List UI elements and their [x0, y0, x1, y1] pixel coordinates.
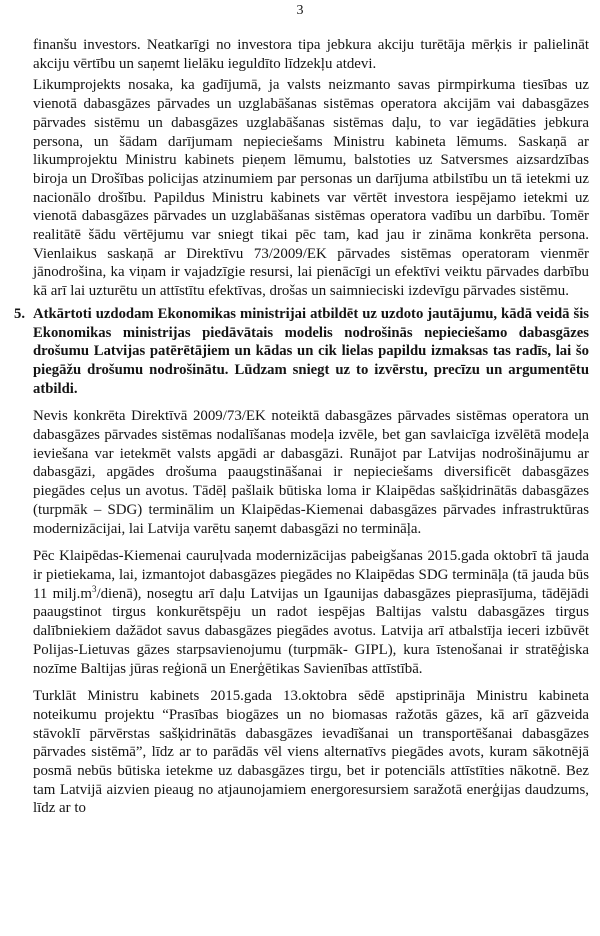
page-body — [14, 36, 590, 818]
item-number: 5. — [14, 305, 26, 322]
paragraph-continuation: finanšu investors. Neatkarīgi no investora tipa jebkura akciju turētāja mērķis ir palielināt akciju vērtību un saņemt lielāku ieguldīto līdzekļu atdevi. — [33, 37, 589, 72]
paragraph-klaipeda-part1: Pēc Klaipēdas-Kiemenai cauruļvada modernizācijas pabeigšanas 2015.gada oktobrī tā jauda ir pietiekama, lai, izmantojot dabasgāzes piegādes no Klaipēdas SDG termināļa (tā jauda būs 11 milj.m — [33, 548, 589, 602]
paragraph-cabinet-regulation: Turklāt Ministru kabinets 2015.gada 13.oktobra sēdē apstiprināja Ministru kabineta noteikumu projektu “Prasības biogāzes un no biomasas ražotās gāzes, kā arī gāzveida stāvoklī pārvērstas sašķidrinātās dabasgāzes ievadīšanai un transportēšanai dabasgāzes pārvades sistēmā”, līdz ar to parādās vēl viens alternatīvs piegādes avots, kuram sākotnējā posmā nebūs būtiska ietekme uz dabasgāzes tirgu, bet ir potenciāls attīstīties nākotnē. Bez tam Latvijā aizvien pieaug no atjaunojamiem energoresursiem saražotā enerģijas daudzums, līdz ar to — [33, 688, 589, 817]
paragraph-klaipeda — [33, 547, 589, 678]
superscript-cubic: 3 — [91, 583, 97, 594]
numbered-question-5 — [14, 305, 589, 399]
paragraph-klaipeda-part2: /dienā), nosegtu arī daļu Latvijas un Igaunijas dabasgāzes pieprasījuma, tādējādi paaugstinot tirgus konkurētspēju un radot iespējas Baltijas valstu dabasgāzes tirgus dalībniekiem dažādot savus dabasgāzes piegādes avotus. Latvija arī atbalstīja ieceri izbūvēt Polijas-Lietuvas gāzes starpsavienojumu (turpmāk- GIPL), kura īstenošanai ir stratēģiska nozīme Baltijas jūras reģionā un Enerģētikas Savienības attīstībā. — [33, 585, 590, 677]
paragraph-law-project: Likumprojekts nosaka, ka gadījumā, ja valsts neizmanto savas pirmpirkuma tiesības uz vienotā dabasgāzes pārvades un uzglabāšanas sistēmas operatora akcijām vai dabasgāzes pārvades sistēmu un dabasgāzes uzglabāšanas sistēmas daļu, to var iegādāties jebkura persona, un šādam darījumam nepieciešams Ministru kabineta lēmums. Saskaņā ar likumprojektu Ministru kabinets pieņem lēmumu, balstoties uz Satversmes aizsardzības biroja un Drošības policijas atzinumiem par personas un darījuma atbilstību un tā ietekmi uz nacionālo drošību. Papildus Ministru kabinets var vērtēt investora iespējamo ietekmi uz vienotā dabasgāzes pārvades un uzglabāšanas sistēmas operatora vadību un darbību. Tomēr realitātē šādu vērtējumu var sniegt tikai pēc tam, kad jau ir zināma konkrēta persona. Vienlaikus saskaņā ar Direktīvu 73/2009/EK pārvades sistēmas operatoram vienmēr jānodrošina, ka viņam ir vajadzīgie resursi, lai pienācīgi un efektīvi veiktu pārvades darbību kā arī lai uzturētu un attīstītu efektīvas, drošas un saimnieciski izdevīgu pārvades sistēmu. — [33, 77, 589, 300]
item-text: Atkārtoti uzdodam Ekonomikas ministrijai atbildēt uz uzdoto jautājumu, kādā veidā šis Ekonomikas ministrijas piedāvātais modelis nodrošinās nepieciešamo dabasgāzes drošumu Latvijas patērētājiem un kādas un cik lielas papildu izmaksas tas radīs, lai šo piegāžu drošumu nodrošinātu. Lūdzam sniegt uz to izvērstu, precīzu un argumentētu atbildi. — [33, 305, 589, 397]
page-number: 3 — [296, 3, 304, 18]
paragraph-directive: Nevis konkrēta Direktīvā 2009/73/EK noteiktā dabasgāzes pārvades sistēmas operatora un dabasgāzes pārvades sistēmas nodalīšanas modeļa izvēle, bet gan savlaicīga izvēlētā modeļa ieviešana var ietekmēt valsts apgādi ar dabasgāzi. Runājot par Latvijas nodrošinājumu ar dabasgāzi, apgādes drošuma paaugstināšanai ir nepieciešams diversificēt dabasgāzes piegādes ceļus un avotus. Tādēļ pašlaik būtiska loma ir Klaipēdas sašķidrinātās dabasgāzes (turpmāk – SDG) terminālim un Klaipēdas-Kiemenai dabasgāzes pārvades infrastruktūras modernizācijai, lai Latvija varētu saņemt dabasgāzi no termināļa. — [33, 408, 589, 537]
